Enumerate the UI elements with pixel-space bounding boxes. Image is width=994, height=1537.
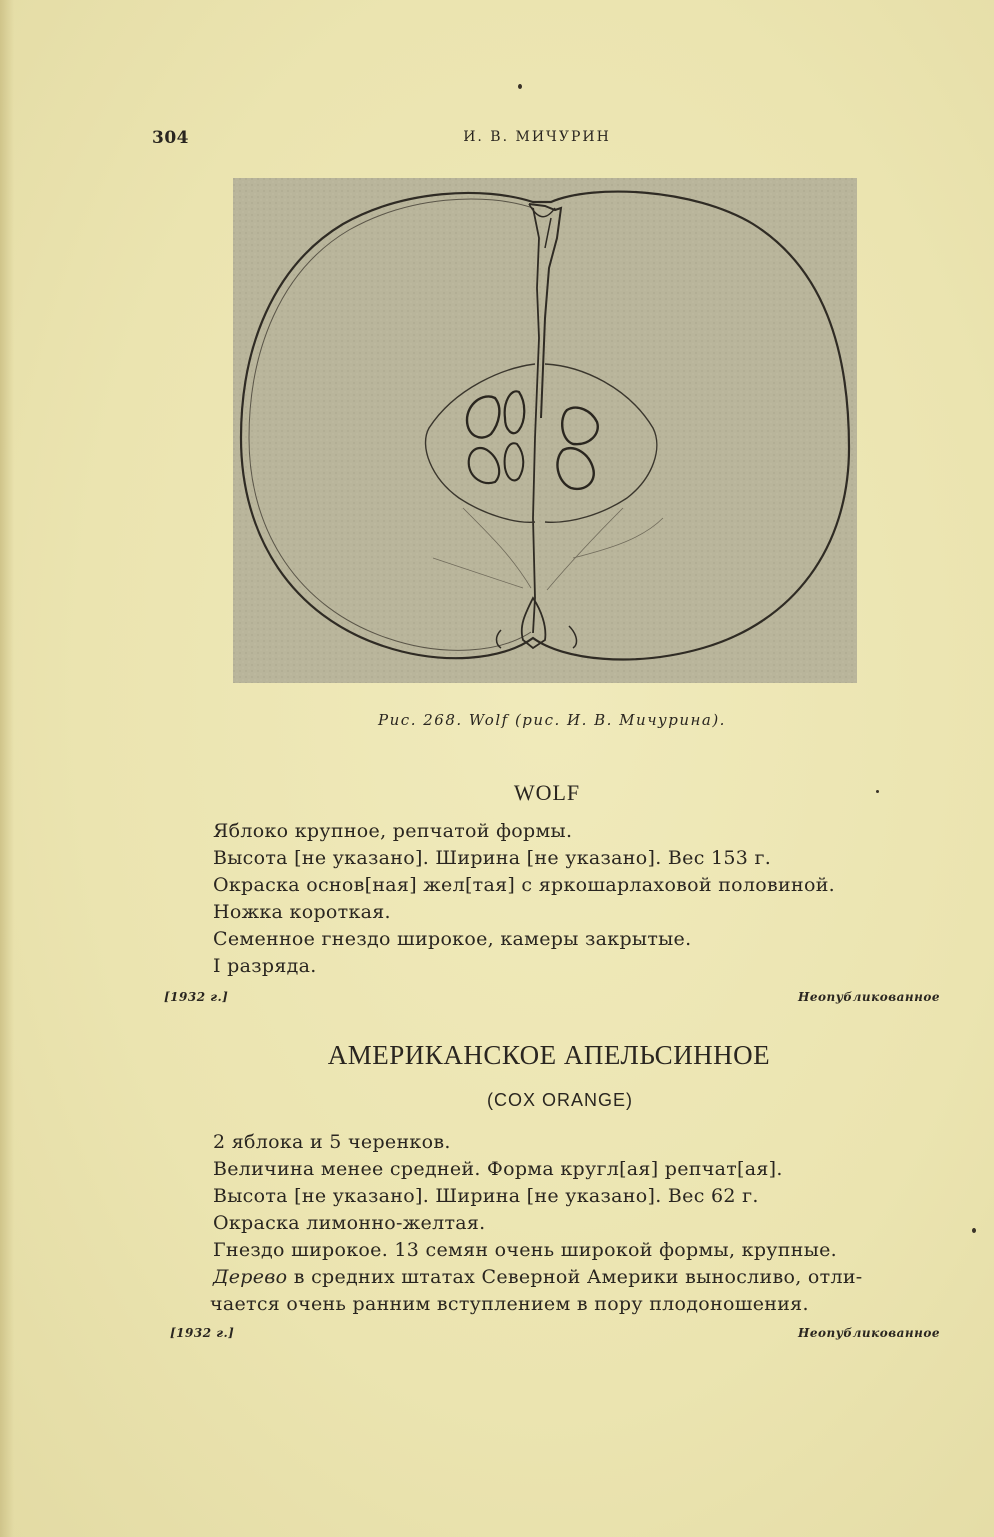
section-title-wolf: WOLF (513, 780, 581, 805)
american-orange-description (210, 1129, 953, 1318)
amer-line: Окраска лимонно-желтая. (213, 1212, 486, 1234)
amer-date: [1932 г.] (170, 1326, 235, 1340)
wolf-line: Ножка короткая. (213, 901, 391, 923)
wolf-line: I разряда. (213, 955, 317, 977)
amer-paragraph-continuation: чается очень ранним вступлением в пору плодоношения. (210, 1293, 809, 1315)
apple-cross-section-figure (233, 178, 857, 683)
page-edge-shadow (0, 0, 14, 1537)
wolf-description (213, 818, 953, 980)
apple-drawing (233, 178, 857, 683)
page-number: 304 (152, 128, 189, 148)
amer-line: Гнездо широкое. 13 семян очень широкой формы, крупные. (213, 1239, 838, 1261)
amer-italic-word: Дерево (213, 1266, 288, 1288)
amer-status: Неопубликованное (798, 1326, 940, 1340)
section-title-american-orange: АМЕРИКАНСКОЕ АПЕЛЬСИННОЕ (327, 1040, 771, 1070)
figure-caption: Рис. 268. Wolf (рис. И. В. Мичурина). (378, 711, 726, 729)
amer-paragraph-line (213, 1264, 953, 1291)
wolf-line: Высота [не указано]. Ширина [не указано]. Вес 153 г. (213, 847, 772, 869)
section-subtitle-cox-orange: (COX ORANGE) (486, 1090, 633, 1110)
wolf-line: Семенное гнездо широкое, камеры закрытые. (213, 928, 692, 950)
print-speck (876, 790, 879, 793)
amer-line: Величина менее средней. Форма кругл[ая] репчат[ая]. (213, 1158, 783, 1180)
running-header-author: И. В. МИЧУРИН (463, 129, 611, 145)
print-speck (972, 1228, 976, 1233)
wolf-status: Неопубликованное (798, 990, 940, 1004)
amer-line: 2 яблока и 5 черенков. (213, 1131, 451, 1153)
amer-paragraph-rest: в средних штатах Северной Америки выносливо, отли- (287, 1266, 863, 1288)
wolf-line: Яблоко крупное, репчатой формы. (213, 820, 573, 842)
print-speck (518, 84, 522, 89)
amer-line: Высота [не указано]. Ширина [не указано]. Вес 62 г. (213, 1185, 759, 1207)
wolf-line: Окраска основ[ная] жел[тая] с яркошарлаховой половиной. (213, 874, 835, 896)
wolf-date: [1932 г.] (164, 990, 229, 1004)
